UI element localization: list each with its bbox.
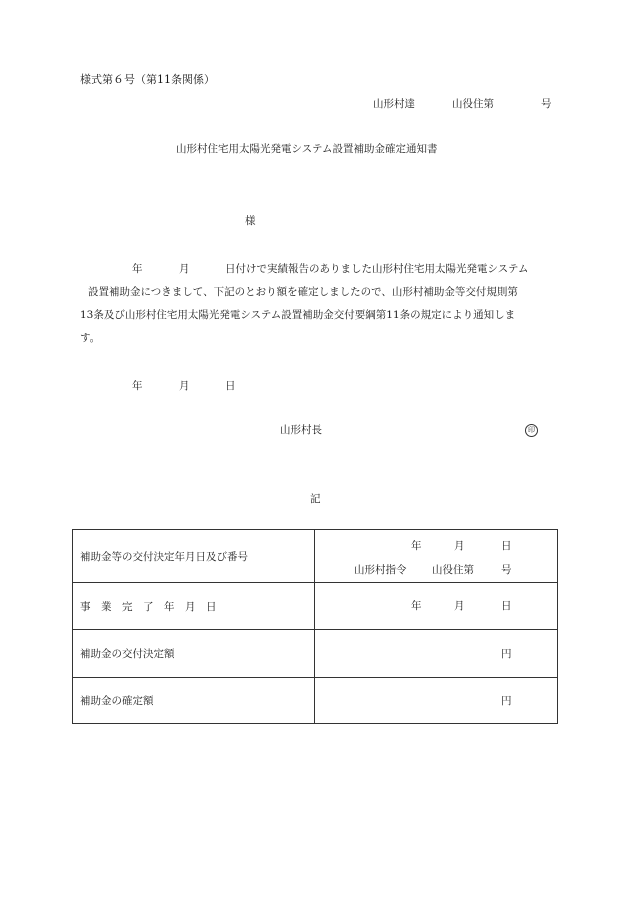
decision-suffix: 号 <box>501 564 512 576</box>
decision-day: 日 <box>501 540 512 552</box>
decision-month: 月 <box>454 540 465 552</box>
table-row <box>73 678 558 724</box>
completion-month: 月 <box>454 600 465 612</box>
seal-mark <box>525 424 538 437</box>
decision-prefix: 山役住第 <box>432 564 474 576</box>
completion-year: 年 <box>411 600 422 612</box>
table-row <box>73 630 558 678</box>
table-label-decision-amount: 補助金の交付決定額 <box>73 630 315 678</box>
addressee-suffix: 様 <box>245 215 256 227</box>
date-month: 月 <box>179 380 190 392</box>
decision-year: 年 <box>411 540 422 552</box>
table-row <box>73 583 558 630</box>
seal-icon: 印 <box>525 424 538 437</box>
ref-prefix: 山役住第 <box>452 98 494 110</box>
details-table <box>72 529 558 724</box>
table-value-decision-amount <box>315 630 558 678</box>
body-line3: 13条及び山形村住宅用太陽光発電システム設置補助金交付要綱第11条の規定により通知しま <box>80 309 516 321</box>
table-label-decision: 補助金等の交付決定年月日及び番号 <box>73 530 315 583</box>
decision-directive: 山形村指令 <box>354 564 407 576</box>
completion-day: 日 <box>501 600 512 612</box>
body-line1-text: 日付けで実績報告のありました山形村住宅用太陽光発電システム <box>225 263 529 275</box>
body-line4: す。 <box>80 332 101 344</box>
form-number: 様式第６号（第11条関係） <box>80 73 215 86</box>
body-line2: 設置補助金につきまして、下記のとおり額を確定しましたので、山形村補助金等交付規則第 <box>88 286 518 298</box>
final-amount-unit: 円 <box>501 695 512 707</box>
table-value-completion <box>315 583 558 630</box>
document-title: 山形村住宅用太陽光発電システム設置補助金確定通知書 <box>176 143 438 155</box>
table-label-final-amount: 補助金の確定額 <box>73 678 315 724</box>
date-day: 日 <box>225 380 236 392</box>
date-year: 年 <box>132 380 143 392</box>
ref-suffix: 号 <box>541 98 552 110</box>
table-value-decision <box>315 530 558 583</box>
table-value-final-amount <box>315 678 558 724</box>
table-label-completion: 事 業 完 了 年 月 日 <box>73 583 315 630</box>
ki-heading: 記 <box>310 493 321 505</box>
ref-village: 山形村達 <box>373 98 415 110</box>
body-month: 月 <box>179 263 190 275</box>
decision-amount-unit: 円 <box>501 648 512 660</box>
signer-title: 山形村長 <box>280 424 322 436</box>
body-year: 年 <box>132 263 143 275</box>
table-row <box>73 530 558 583</box>
